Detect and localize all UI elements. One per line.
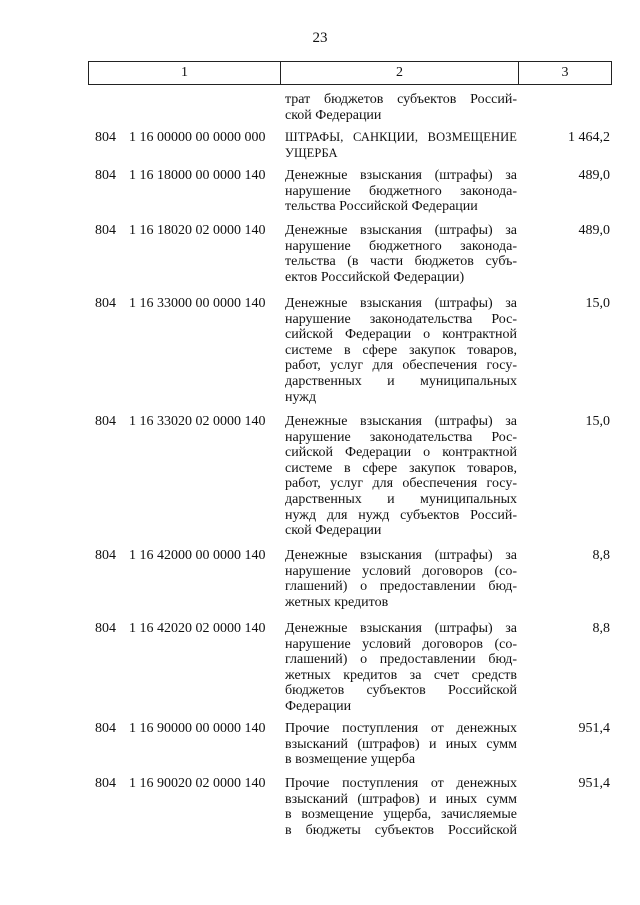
admin-code: 804 (95, 776, 116, 791)
name-line: Денежные взыскания (штрафы) за (285, 548, 517, 563)
name-line: Федерации (285, 698, 352, 714)
budget-code (95, 721, 266, 737)
amount-value: 489,0 (578, 223, 610, 238)
classification-code: 1 16 18020 02 0000 140 (129, 223, 266, 238)
amount-value: 8,8 (592, 548, 610, 563)
income-name (285, 548, 517, 610)
name-line: взысканий (штрафов) и иных сумм (285, 736, 517, 752)
name-line: Денежные взыскания (штрафы) за (285, 621, 517, 636)
admin-code: 804 (95, 621, 116, 636)
name-line: в бюджеты субъектов Российской (285, 822, 517, 838)
name-line: в возмещение ущерба, зачисляемые (285, 807, 517, 823)
name-line: работ, услуг для обеспечения госу- (285, 358, 517, 374)
name-line: Денежные взыскания (штрафы) за (285, 223, 517, 238)
budget-code (95, 621, 266, 637)
budget-code (95, 548, 266, 564)
name-line: нарушение бюджетного законода- (285, 238, 517, 254)
name-line: сийской Федерации о контрактной (285, 445, 517, 461)
income-name (285, 721, 517, 768)
name-line: системе в сфере закупок товаров, (285, 342, 517, 358)
budget-code (95, 296, 266, 312)
income-name (285, 130, 517, 161)
admin-code: 804 (95, 130, 116, 145)
classification-code: 1 16 42020 02 0000 140 (129, 621, 266, 636)
name-line: бюджетов субъектов Российской (285, 683, 517, 699)
name-line: тельства Российской Федерации (285, 199, 478, 215)
name-line: дарственных и муниципальных (285, 373, 517, 389)
income-name (285, 414, 517, 539)
continuation-text (285, 92, 517, 123)
admin-code: 804 (95, 548, 116, 563)
name-line: Денежные взыскания (штрафы) за (285, 296, 517, 311)
name-line: работ, услуг для обеспечения госу- (285, 476, 517, 492)
name-line: ской Федерации (285, 107, 382, 123)
classification-code: 1 16 90000 00 0000 140 (129, 721, 266, 736)
income-name (285, 223, 517, 285)
name-line: нужд для нужд субъектов Россий- (285, 507, 517, 523)
budget-code (95, 130, 266, 146)
name-line: трат бюджетов субъектов Россий- (285, 92, 517, 107)
income-name (285, 776, 517, 838)
name-line: взысканий (штрафов) и иных сумм (285, 791, 517, 807)
admin-code: 804 (95, 168, 116, 183)
name-line: дарственных и муниципальных (285, 491, 517, 507)
name-line: нужд (285, 389, 317, 405)
amount-value: 951,4 (578, 776, 610, 791)
name-line: Денежные взыскания (штрафы) за (285, 168, 517, 183)
classification-code: 1 16 90020 02 0000 140 (129, 776, 266, 791)
name-line: глашений) о предоставлении бюд- (285, 652, 517, 668)
admin-code: 804 (95, 223, 116, 238)
name-line: жетных кредитов за счет средств (285, 667, 517, 683)
name-line: нарушение условий договоров (со- (285, 636, 517, 652)
budget-code (95, 223, 266, 239)
classification-code: 1 16 33020 02 0000 140 (129, 414, 266, 429)
name-line: Прочие поступления от денежных (285, 776, 517, 791)
classification-code: 1 16 00000 00 0000 000 (129, 130, 266, 145)
admin-code: 804 (95, 721, 116, 736)
page-number: 23 (312, 30, 328, 46)
amount-value: 15,0 (585, 414, 610, 429)
name-line: глашений) о предоставлении бюд- (285, 579, 517, 595)
budget-code (95, 776, 266, 792)
classification-code: 1 16 18000 00 0000 140 (129, 168, 266, 183)
name-line: Денежные взыскания (штрафы) за (285, 414, 517, 429)
budget-code (95, 414, 266, 430)
amount-value: 951,4 (578, 721, 610, 736)
name-line: системе в сфере закупок товаров, (285, 460, 517, 476)
name-line: ской Федерации (285, 523, 382, 539)
name-line: ектов Российской Федерации) (285, 269, 465, 285)
income-name (285, 621, 517, 715)
table-header (88, 61, 612, 85)
name-line: сийской Федерации о контрактной (285, 327, 517, 343)
name-line: жетных кредитов (285, 594, 389, 610)
name-line: нарушение законодательства Рос- (285, 311, 517, 327)
name-line: УЩЕРБА (285, 145, 338, 160)
name-line: тельства (в части бюджетов субъ- (285, 254, 517, 270)
admin-code: 804 (95, 296, 116, 311)
classification-code: 1 16 33000 00 0000 140 (129, 296, 266, 311)
header-col-1: 1 (89, 62, 281, 84)
name-line: нарушение бюджетного законода- (285, 183, 517, 199)
header-col-2: 2 (281, 62, 519, 84)
amount-value: 8,8 (592, 621, 610, 636)
admin-code: 804 (95, 414, 116, 429)
classification-code: 1 16 42000 00 0000 140 (129, 548, 266, 563)
income-name (285, 296, 517, 405)
name-line: в возмещение ущерба (285, 752, 416, 768)
amount-value: 15,0 (585, 296, 610, 311)
amount-value: 1 464,2 (568, 130, 610, 145)
header-col-3: 3 (561, 65, 569, 80)
amount-value: 489,0 (578, 168, 610, 183)
name-line: нарушение законодательства Рос- (285, 429, 517, 445)
name-line: ШТРАФЫ, САНКЦИИ, ВОЗМЕЩЕНИЕ (285, 130, 517, 144)
name-line: Прочие поступления от денежных (285, 721, 517, 736)
name-line: нарушение условий договоров (со- (285, 563, 517, 579)
budget-code (95, 168, 266, 184)
income-name (285, 168, 517, 215)
